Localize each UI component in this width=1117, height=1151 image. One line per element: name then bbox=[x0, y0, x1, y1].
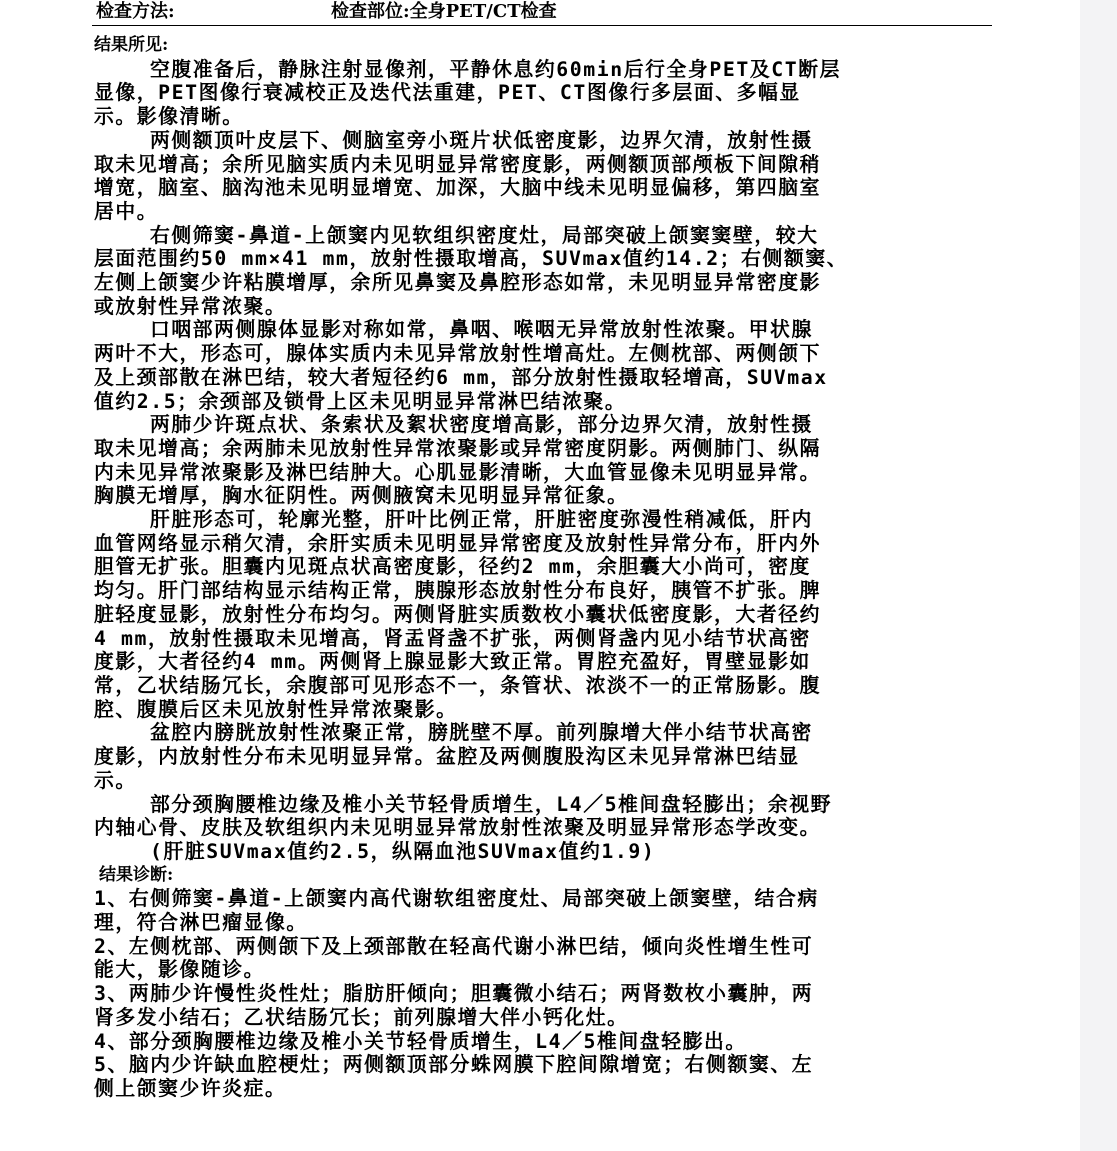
scrollbar-track[interactable] bbox=[1080, 0, 1117, 1151]
findings-line: 左侧上颌窦少许粘膜增厚，余所见鼻窦及鼻腔形态如常，未见明显异常密度影 bbox=[94, 271, 821, 295]
findings-line: 胸膜无增厚，胸水征阴性。两侧腋窝未见明显异常征象。 bbox=[94, 484, 629, 508]
diagnosis-line: 能大，影像随诊。 bbox=[94, 958, 266, 982]
findings-text bbox=[94, 58, 994, 864]
diagnosis-text bbox=[94, 887, 994, 1100]
findings-line: 空腹准备后，静脉注射显像剂，平静休息约60min后行全身PET及CT断层 bbox=[150, 57, 842, 81]
findings-line: 肝脏形态可，轮廓光整，肝叶比例正常，肝脏密度弥漫性稍减低，肝内 bbox=[150, 508, 813, 532]
findings-line: 4 mm，放射性摄取未见增高，肾盂肾盏不扩张，两侧肾盏内见小结节状高密 bbox=[94, 626, 811, 650]
diagnosis-line: 3、两肺少许慢性炎性灶；脂肪肝倾向；胆囊微小结石；两肾数枚小囊肿，两 bbox=[94, 982, 814, 1006]
findings-line: 腔、腹膜后区未见放射性异常浓聚影。 bbox=[94, 697, 458, 721]
report-body bbox=[94, 34, 994, 1101]
findings-line: 两侧额顶叶皮层下、侧脑室旁小斑片状低密度影，边界欠清，放射性摄 bbox=[150, 128, 813, 152]
findings-line: 两肺少许斑点状、条索状及絮状密度增高影，部分边界欠清，放射性摄 bbox=[150, 413, 813, 437]
findings-line: 取未见增高；余两肺未见放射性异常浓聚影或异常密度阴影。两侧肺门、纵隔 bbox=[94, 436, 821, 460]
findings-line: 示。 bbox=[94, 768, 137, 792]
findings-line: 常，乙状结肠冗长，余腹部可见形态不一，条管状、浓淡不一的正常肠影。腹 bbox=[94, 673, 821, 697]
diagnosis-line: 2、左侧枕部、两侧颌下及上颈部散在轻高代谢小淋巴结，倾向炎性增生性可 bbox=[94, 934, 814, 958]
findings-line: 右侧筛窦-鼻道-上颌窦内见软组织密度灶，局部突破上颌窦窦壁，较大 bbox=[150, 223, 819, 247]
findings-line: 示。影像清晰。 bbox=[94, 105, 244, 129]
findings-line: 或放射性异常浓聚。 bbox=[94, 294, 287, 318]
findings-line: 部分颈胸腰椎边缘及椎小关节轻骨质增生，L4／5椎间盘轻膨出；余视野 bbox=[150, 792, 832, 816]
findings-line: 度影，大者径约4 mm。两侧肾上腺显影大致正常。胃腔充盈好，胃壁显影如 bbox=[94, 650, 811, 674]
exam-part-label: 检查部位:全身PET/CT检查 bbox=[331, 1, 557, 22]
diagnosis-line: 侧上颌窦少许炎症。 bbox=[94, 1076, 287, 1100]
diagnosis-line: 肾多发小结石；乙状结肠冗长；前列腺增大伴小钙化灶。 bbox=[94, 1005, 629, 1029]
findings-title: 结果所见: bbox=[94, 35, 169, 55]
findings-line: 脏轻度显影，放射性分布均匀。两侧肾脏实质数枚小囊状低密度影，大者径约 bbox=[94, 602, 821, 626]
diagnosis-title: 结果诊断: bbox=[99, 864, 174, 885]
findings-line: 度影，内放射性分布未见明显异常。盆腔及两侧腹股沟区未见异常淋巴结显 bbox=[94, 745, 800, 769]
findings-line: (肝脏SUVmax值约2.5，纵隔血池SUVmax值约1.9) bbox=[150, 839, 656, 863]
exam-method-label: 检查方法: bbox=[96, 1, 175, 22]
findings-line: 层面范围约50 mm×41 mm，放射性摄取增高，SUVmax值约14.2；右侧额窦、 bbox=[94, 247, 849, 271]
findings-line: 值约2.5；余颈部及锁骨上区未见明显异常淋巴结浓聚。 bbox=[94, 389, 627, 413]
findings-line: 内轴心骨、皮肤及软组织内未见明显异常放射性浓聚及明显异常形态学改变。 bbox=[94, 816, 821, 840]
diagnosis-line: 理，符合淋巴瘤显像。 bbox=[94, 911, 308, 935]
diagnosis-line: 4、部分颈胸腰椎边缘及椎小关节轻骨质增生，L4／5椎间盘轻膨出。 bbox=[94, 1029, 747, 1053]
findings-line: 两叶不大，形态可，腺体实质内未见异常放射性增高灶。左侧枕部、两侧颌下 bbox=[94, 342, 821, 366]
findings-line: 均匀。肝门部结构显示结构正常，胰腺形态放射性分布良好，胰管不扩张。脾 bbox=[94, 579, 821, 603]
findings-line: 增宽，脑室、脑沟池未见明显增宽、加深，大脑中线未见明显偏移，第四脑室 bbox=[94, 176, 821, 200]
report-header bbox=[0, 0, 1000, 26]
findings-line: 取未见增高；余所见脑实质内未见明显异常密度影，两侧额顶部颅板下间隙稍 bbox=[94, 152, 821, 176]
findings-line: 口咽部两侧腺体显影对称如常，鼻咽、喉咽无异常放射性浓聚。甲状腺 bbox=[150, 318, 813, 342]
findings-line: 内未见异常浓聚影及淋巴结肿大。心肌显影清晰，大血管显像未见明显异常。 bbox=[94, 460, 821, 484]
diagnosis-line: 5、脑内少许缺血腔梗灶；两侧额顶部分蛛网膜下腔间隙增宽；右侧额窦、左 bbox=[94, 1053, 814, 1077]
findings-line: 及上颈部散在淋巴结，较大者短径约6 mm，部分放射性摄取轻增高，SUVmax bbox=[94, 365, 828, 389]
findings-line: 居中。 bbox=[94, 199, 159, 223]
header-divider bbox=[92, 25, 992, 26]
findings-line: 显像，PET图像行衰减校正及迭代法重建，PET、CT图像行多层面、多幅显 bbox=[94, 81, 801, 105]
findings-line: 胆管无扩张。胆囊内见斑点状高密度影，径约2 mm，余胆囊大小尚可，密度 bbox=[94, 555, 811, 579]
diagnosis-line: 1、右侧筛窦-鼻道-上颌窦内高代谢软组密度灶、局部突破上颌窦壁，结合病 bbox=[94, 887, 819, 911]
findings-line: 盆腔内膀胱放射性浓聚正常，膀胱壁不厚。前列腺增大伴小结节状高密 bbox=[150, 721, 813, 745]
findings-line: 血管网络显示稍欠清，余肝实质未见明显异常密度及放射性异常分布，肝内外 bbox=[94, 531, 821, 555]
